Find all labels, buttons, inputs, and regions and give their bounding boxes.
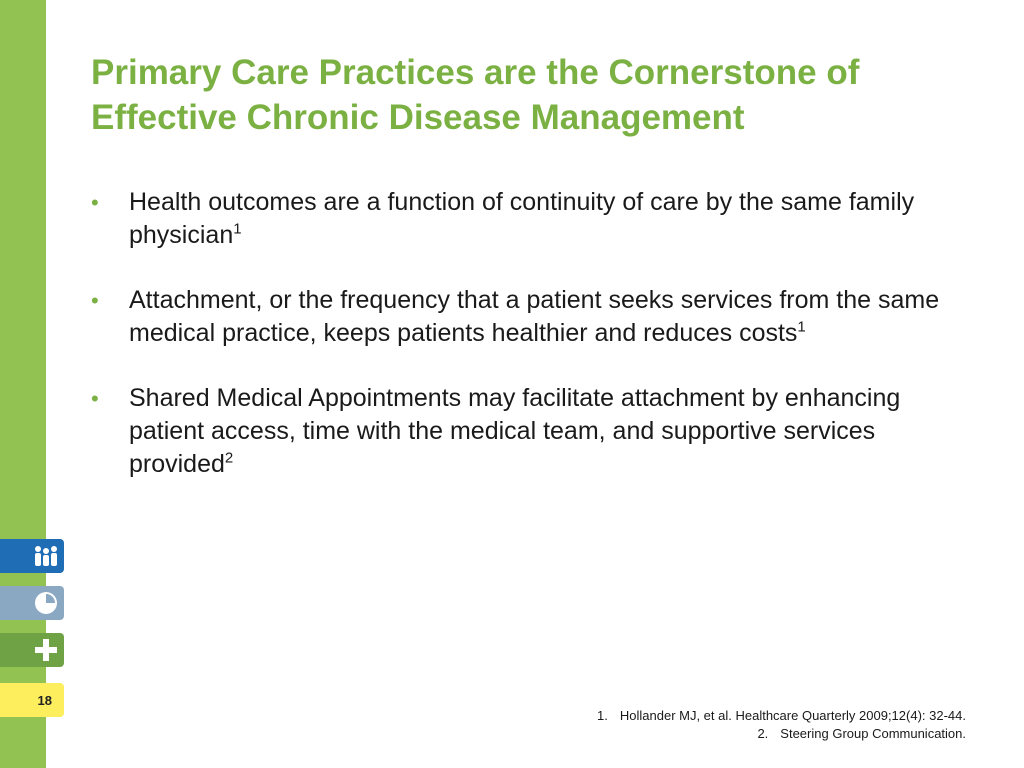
- reference-text: Steering Group Communication.: [780, 726, 966, 741]
- bullet-item: [91, 284, 981, 350]
- reference-item: [597, 707, 966, 725]
- clock-icon: [33, 590, 59, 616]
- plus-icon: [33, 637, 59, 663]
- reference-item: [597, 725, 966, 743]
- bullet-text: Shared Medical Appointments may facilitate attachment by enhancing patient access, time with the medical team, and supportive services provided: [129, 384, 901, 478]
- citation-superscript: 1: [797, 318, 806, 336]
- page-number: 18: [0, 683, 64, 717]
- bullet-mark: •: [91, 288, 99, 313]
- reference-text: Hollander MJ, et al. Healthcare Quarterly 2009;12(4): 32-44.: [619, 708, 966, 723]
- bullet-text: Health outcomes are a function of continuity of care by the same family physician: [129, 188, 915, 249]
- bullet-text: Attachment, or the frequency that a patient seeks services from the same medical practice, keeps patients healthier and reduces costs: [129, 286, 940, 347]
- people-nav-button[interactable]: [0, 539, 64, 573]
- clock-nav-button[interactable]: [0, 586, 64, 620]
- references: [597, 707, 966, 743]
- citation-superscript: 1: [233, 220, 242, 238]
- reference-number: 1.: [597, 708, 608, 723]
- bullet-item: [91, 382, 981, 481]
- reference-number: 2.: [757, 726, 769, 741]
- bullet-item: [91, 186, 981, 252]
- plus-nav-button[interactable]: [0, 633, 64, 667]
- citation-superscript: 2: [224, 449, 234, 467]
- bullet-mark: •: [91, 386, 99, 411]
- slide-title: Primary Care Practices are the Cornerstone of Effective Chronic Disease Management: [91, 53, 860, 137]
- bullet-mark: •: [91, 190, 99, 215]
- bullet-list: [91, 186, 981, 513]
- people-icon: [33, 544, 59, 568]
